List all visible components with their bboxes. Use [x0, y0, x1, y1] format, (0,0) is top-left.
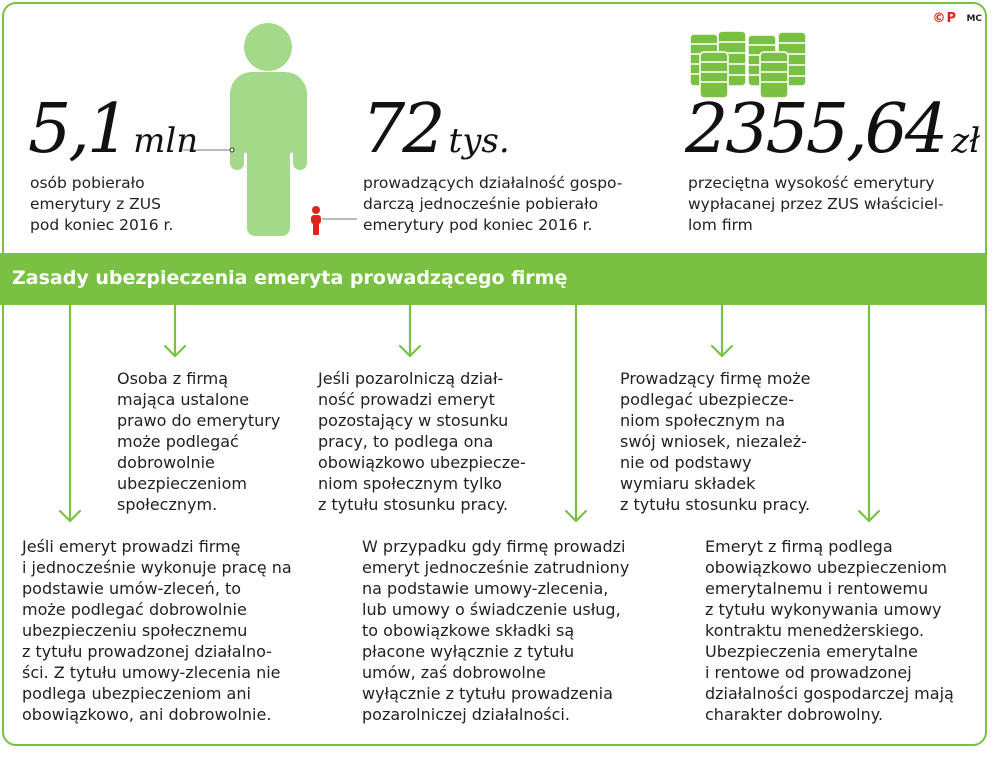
arrow-down-icon — [165, 305, 185, 356]
arrow-down-icon — [712, 305, 732, 356]
arrow-down-icon — [60, 305, 80, 521]
stat-2-unit: tys. — [448, 121, 510, 161]
section-title: Zasady ubezpieczenia emeryta prowadzącego firmę — [12, 267, 568, 289]
stat-1-unit: mln — [133, 121, 199, 161]
rule-upper-3: Prowadzący firmę może podlegać ubezpiecze- niom społecznym na swój wniosek, niezależ- nie od podstawy wymiaru składek z tytułu stosunku pracy. — [620, 369, 811, 514]
arrow-down-icon — [859, 305, 879, 521]
stat-3-description: przeciętna wysokość emerytury wypłacanej przez ZUS właściciel- lom firm — [688, 174, 944, 234]
rule-lower-1: Jeśli emeryt prowadzi firmę i jednocześnie wykonuje pracę na podstawie umów-zleceń, to może podlegać dobrowolnie ubezpieczeniu społecznemu z tytułu prowadzonej działalno- ści. Z tytułu umowy-zlecenia nie podlega ubezpieczeniom ani obowiązkowo, ani dobrowolnie. — [22, 537, 292, 724]
rule-lower-2: W przypadku gdy firmę prowadzi emeryt jednocześnie zatrudniony na podstawie umowy-zlecenia, lub umowy o świadczenie usług, to obowiązkowe składki są płacone wyłącznie z tytułu umów, zaś dobrowolne wyłącznie z tytułu prowadzenia pozarolniczej działalności. — [362, 537, 630, 724]
stat-3-value: 2355,64 zł — [685, 90, 981, 169]
rule-lower-3: Emeryt z firmą podlega obowiązkowo ubezpieczeniom emerytalnemu i rentowemu z tytułu wykonywania umowy kontraktu menedżerskiego. Ubezpieczenia emerytalne i rentowe od prowadzonej działalności gospodarczej mają charakter dobrowolny. — [705, 537, 954, 724]
stat-2-value: 72 tys. — [362, 90, 510, 169]
author-initials: MC — [966, 14, 982, 24]
rule-upper-1: Osoba z firmą mająca ustalone prawo do emerytury może podlegać dobrowolnie ubezpieczeniom społecznym. — [117, 369, 281, 514]
rule-upper-2: Jeśli pozarolniczą dział- ność prowadzi emeryt pozostający w stosunku pracy, to podlega ona obowiązkowo ubezpiecze- niom społecznym tylko z tytułu stosunku pracy. — [318, 369, 526, 514]
stat-2-description: prowadzących działalność gospo- darczą jednocześnie pobierało emerytury pod koniec 2016 r. — [363, 174, 623, 234]
arrow-down-icon — [400, 305, 420, 356]
stat-1-value: 5,1 mln — [28, 90, 199, 169]
stat-3-unit: zł — [951, 121, 981, 161]
arrow-down-icon — [566, 305, 586, 521]
publisher-logo: ©P — [932, 11, 957, 26]
stat-1-description: osób pobierało emerytury z ZUS pod koniec 2016 r. — [30, 174, 174, 234]
